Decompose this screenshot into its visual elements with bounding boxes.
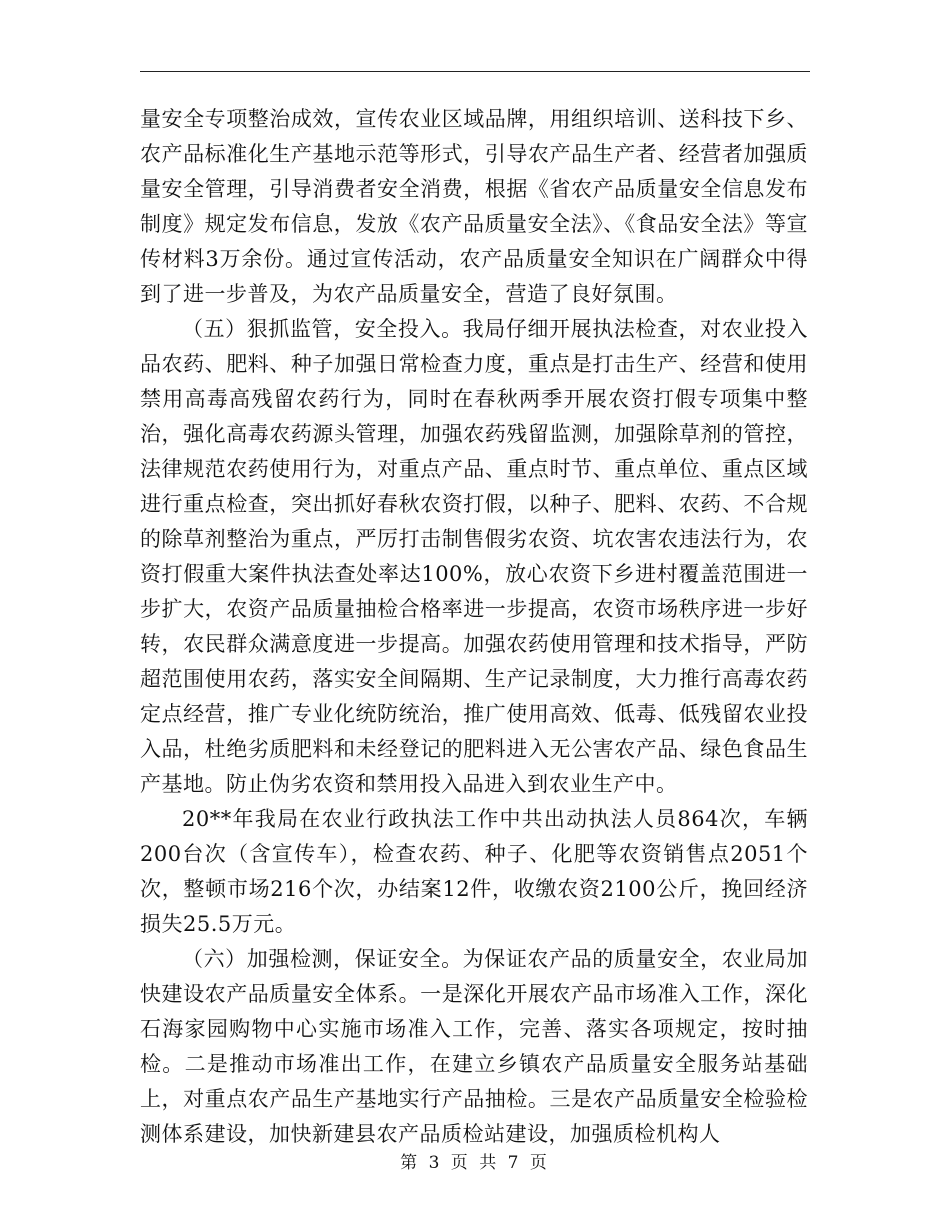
paragraph-section-five: （五）狠抓监管，安全投入。我局仔细开展执法检查，对农业投入品农药、肥料、种子加强日常检查力度，重点是打击生产、经营和使用禁用高毒高残留农药行为，同时在春秋两季开展农资打假专项集中整治，强化高毒农药源头管理，加强农药残留监测，加强除草剂的管控，法律规范农药使用行为，对重点产品、重点时节、重点单位、重点区域进行重点检查，突出抓好春秋农资打假，以种子、肥料、农药、不合规的除草剂整治为重点，严厉打击制售假劣农资、坑农害农违法行为，农资打假重大案件执法查处率达100%，放心农资下乡进村覆盖范围进一步扩大，农资产品质量抽检合格率进一步提高，农资市场秩序进一步好转，农民群众满意度进一步提高。加强农药使用管理和技术指导，严防超范围使用农药，落实安全间隔期、生产记录制度，大力推行高毒农药定点经营，推广专业化统防统治，推广使用高效、低毒、低残留农业投入品，杜绝劣质肥料和未经登记的肥料进入无公害农产品、绿色食品生产基地。防止伪劣农资和禁用投入品进入到农业生产中。 bbox=[140, 317, 808, 796]
paragraph-continued: 量安全专项整治成效，宣传农业区域品牌，用组织培训、送科技下乡、农产品标准化生产基地示范等形式，引导农产品生产者、经营者加强质量安全管理，引导消费者安全消费，根据《省农产品质量安全信息发布制度》规定发布信息，发放《农产品质量安全法》、《食品安全法》等宣传材料3万余份。通过宣传活动，农产品质量安全知识在广阔群众中得到了进一步普及，为农产品质量安全，营造了良好氛围。 bbox=[140, 107, 808, 306]
document-body bbox=[140, 102, 808, 1152]
paragraph-section-six: （六）加强检测，保证安全。为保证农产品的质量安全，农业局加快建设农产品质量安全体系。一是深化开展农产品市场准入工作，深化石海家园购物中心实施市场准入工作，完善、落实各项规定，按时抽检。二是推动市场准出工作，在建立乡镇农产品质量安全服务站基础上，对重点农产品生产基地实行产品抽检。三是农产品质量安全检验检测体系建设，加快新建县农产品质检站建设，加强质检机构人 bbox=[140, 947, 808, 1146]
header-rule bbox=[140, 71, 810, 72]
paragraph-enforcement-stats: 20**年我局在农业行政执法工作中共出动执法人员864次，车辆200台次（含宣传车），检查农药、种子、化肥等农资销售点2051个次，整顿市场216个次，办结案12件，收缴农资2100公斤，挽回经济损失25.5万元。 bbox=[140, 807, 808, 936]
page-number-footer: 第 3 页 共 7 页 bbox=[400, 1153, 550, 1173]
